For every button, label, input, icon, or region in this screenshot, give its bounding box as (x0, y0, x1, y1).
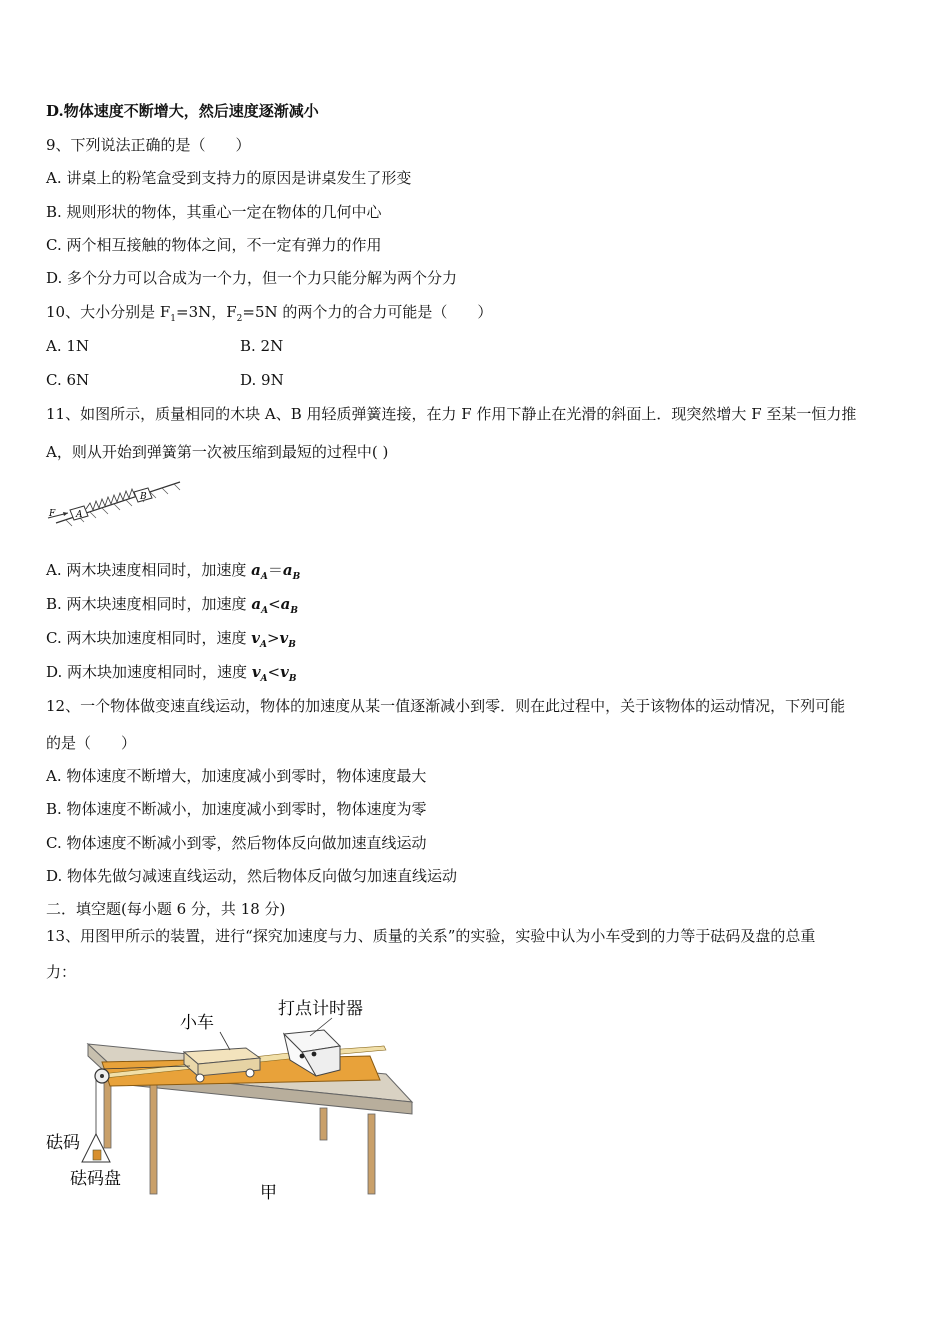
section-title: 二．填空题(每小题 6 分，共 18 分) (46, 900, 286, 918)
q12-stem-line1: 12、一个物体做变速直线运动，物体的加速度从某一值逐渐减小到零．则在此过程中，关于该物体的运动情况，下列可能 (46, 697, 846, 715)
q12-option-d: D. 物体先做匀减速直线运动，然后物体反向做匀加速直线运动 (46, 867, 458, 885)
q10-option-c: C. 6N (46, 371, 90, 389)
q9-option-b: B. 规则形状的物体，其重心一定在物体的几何中心 (46, 203, 382, 221)
label-f: F (49, 509, 56, 519)
label-cart: 小车 (180, 1013, 214, 1033)
table-leg (320, 1108, 327, 1140)
q11-stem-line1: 11、如图所示，质量相同的木块 A、B 用轻质弹簧连接，在力 F 作用下静止在光滑的斜面上．现突然增大 F 至某一恒力推 (46, 405, 857, 423)
q10-stem: 10、大小分别是 $F_1=3N$，$F_2=5N$ 的两个力的合力可能是（ ） (46, 303, 493, 324)
q12-option-a: A. 物体速度不断增大，加速度减小到零时，物体速度最大 (46, 767, 427, 785)
q10-option-b: B. 2N (240, 337, 284, 355)
q11-incline-figure (46, 476, 186, 528)
q9-option-d: D. 多个分力可以合成为一个力，但一个力只能分解为两个分力 (46, 269, 458, 287)
q11-option-c: C. 两木块加速度相同时，速度 $v_A>v_B$ (46, 629, 296, 650)
q11-stem-line2: A，则从开始到弹簧第一次被压缩到最短的过程中( ) (46, 443, 389, 461)
label-timer: 打点计时器 (278, 999, 363, 1019)
q11-option-d: D. 两木块加速度相同时，速度 $v_A<v_B$ (46, 663, 297, 684)
q13-stem-line2: 力： (46, 963, 77, 981)
label-weight: 砝码 (46, 1133, 80, 1153)
q9-stem: 9、下列说法正确的是（ ） (46, 136, 251, 154)
weight (93, 1150, 101, 1160)
q12-stem-line2: 的是（ ） (46, 734, 137, 752)
q8-option-d: D.物体速度不断增大，然后速度逐渐减小 (46, 102, 319, 120)
q13-stem-line1: 13、用图甲所示的装置，进行“探究加速度与力、质量的关系”的实验，实验中认为小车受到的力等于砝码及盘的总重 (46, 927, 816, 945)
label-b: B (140, 492, 147, 502)
q10-option-a: A. 1N (46, 337, 90, 355)
label-a: A (76, 510, 83, 520)
table-leg (368, 1114, 375, 1194)
q9-option-c: C. 两个相互接触的物体之间，不一定有弹力的作用 (46, 236, 382, 254)
q12-option-c: C. 物体速度不断减小到零，然后物体反向做加速直线运动 (46, 834, 427, 852)
q12-option-b: B. 物体速度不断减小，加速度减小到零时，物体速度为零 (46, 800, 427, 818)
q13-apparatus-figure (40, 990, 430, 1210)
q11-option-b: B. 两木块速度相同时，加速度 $a_A<a_B$ (46, 595, 298, 616)
table-leg (150, 1084, 157, 1194)
q10-option-d: D. 9N (240, 371, 284, 389)
label-pan: 砝码盘 (70, 1169, 121, 1189)
q11-option-a: A. 两木块速度相同时，加速度 $a_A=a_B$ (46, 561, 301, 582)
figure-caption: 甲 (260, 1183, 277, 1203)
q9-option-a: A. 讲桌上的粉笔盒受到支持力的原因是讲桌发生了形变 (46, 169, 412, 187)
